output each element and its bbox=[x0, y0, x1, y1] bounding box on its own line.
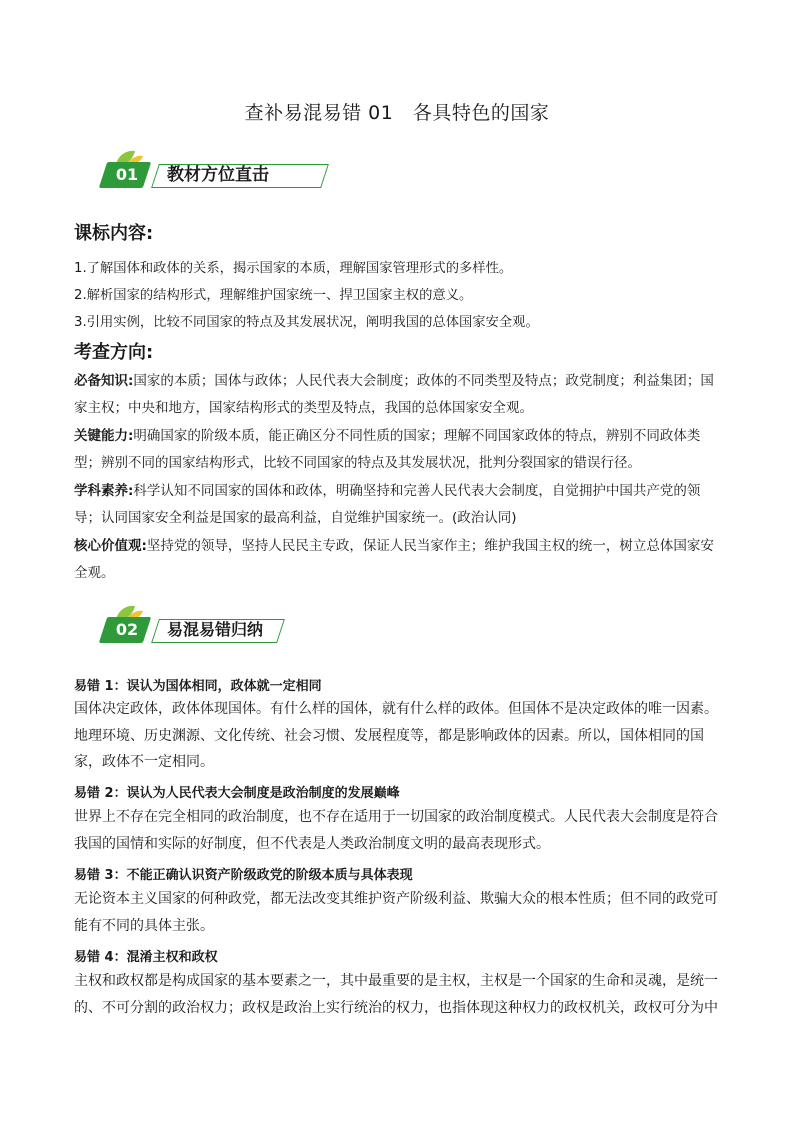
values-text: 坚持党的领导，坚持人民民主专政，保证人民当家作主；维护我国主权的统一，树立总体国家安全观。 bbox=[74, 538, 714, 581]
exam-heading: 考查方向: bbox=[74, 342, 154, 363]
ability-text: 明确国家的阶级本质，能正确区分不同性质的国家；理解不同国家政体的特点，辨别不同政体类型；辨别不同的国家结构形式，比较不同国家的特点及其发展状况，批判分裂国家的错误行径。 bbox=[74, 428, 701, 471]
section-header-2 bbox=[97, 603, 287, 649]
literacy-paragraph bbox=[74, 478, 724, 531]
error-heading-1: 易错 1：误认为国体相同，政体就一定相同 bbox=[74, 679, 322, 694]
section-number: 01 bbox=[115, 165, 139, 184]
knowledge-text: 国家的本质；国体与政体；人民代表大会制度；政体的不同类型及特点；政党制度；利益集团；国家主权；中央和地方，国家结构形式的类型及特点，我国的总体国家安全观。 bbox=[74, 373, 714, 416]
literacy-text: 科学认知不同国家的国体和政体，明确坚持和完善人民代表大会制度，自觉拥护中国共产党的领导；认同国家安全利益是国家的最高利益，自觉维护国家统一。(政治认同) bbox=[74, 483, 701, 526]
section-header-1 bbox=[97, 148, 337, 194]
ability-paragraph bbox=[74, 423, 724, 476]
values-label: 核心价值观: bbox=[74, 538, 147, 554]
ability-label: 关键能力: bbox=[74, 428, 134, 444]
error-text-2: 世界上不存在完全相同的政治制度，也不存在适用于一切国家的政治制度模式。人民代表大会制度是符合我国的国情和实际的好制度，但不代表是人类政治制度文明的最高表现形式。 bbox=[74, 809, 718, 852]
error-text-4: 主权和政权都是构成国家的基本要素之一，其中最重要的是主权，主权是一个国家的生命和灵魂，是统一的、不可分割的政治权力；政权是政治上实行统治的权力，也指体现这种权力的政权机关，政权可分为中 bbox=[74, 973, 718, 1016]
section-label: 教材方位直击 bbox=[167, 165, 269, 185]
error-text-3: 无论资本主义国家的何种政党，都无法改变其维护资产阶级利益、欺骗大众的根本性质；但不同的政党可能有不同的具体主张。 bbox=[74, 891, 718, 934]
error-text-1: 国体决定政体，政体体现国体。有什么样的国体，就有什么样的政体。但国体不是决定政体的唯一因素。地理环境、历史渊源、文化传统、社会习惯、发展程度等，都是影响政体的因素。所以，国体相同的国家，政体不一定相同。 bbox=[74, 701, 718, 770]
standards-item-3: 3.引用实例，比较不同国家的特点及其发展状况，阐明我国的总体国家安全观。 bbox=[74, 315, 539, 330]
values-paragraph bbox=[74, 533, 724, 586]
standards-item-2: 2.解析国家的结构形式，理解维护国家统一、捍卫国家主权的意义。 bbox=[74, 288, 473, 303]
knowledge-paragraph bbox=[74, 368, 724, 421]
page-title: 查补易混易错 01 各具特色的国家 bbox=[244, 102, 550, 124]
literacy-label: 学科素养: bbox=[74, 483, 134, 499]
section-number: 02 bbox=[115, 620, 139, 639]
section-label: 易混易错归纳 bbox=[167, 620, 264, 639]
standards-heading: 课标内容: bbox=[74, 223, 154, 244]
standards-item-1: 1.了解国体和政体的关系，揭示国家的本质，理解国家管理形式的多样性。 bbox=[74, 261, 513, 276]
error-heading-4: 易错 4：混淆主权和政权 bbox=[74, 950, 218, 965]
error-heading-2: 易错 2：误认为人民代表大会制度是政治制度的发展巅峰 bbox=[74, 786, 400, 801]
error-heading-3: 易错 3：不能正确认识资产阶级政党的阶级本质与具体表现 bbox=[74, 868, 413, 883]
knowledge-label: 必备知识: bbox=[74, 373, 134, 389]
